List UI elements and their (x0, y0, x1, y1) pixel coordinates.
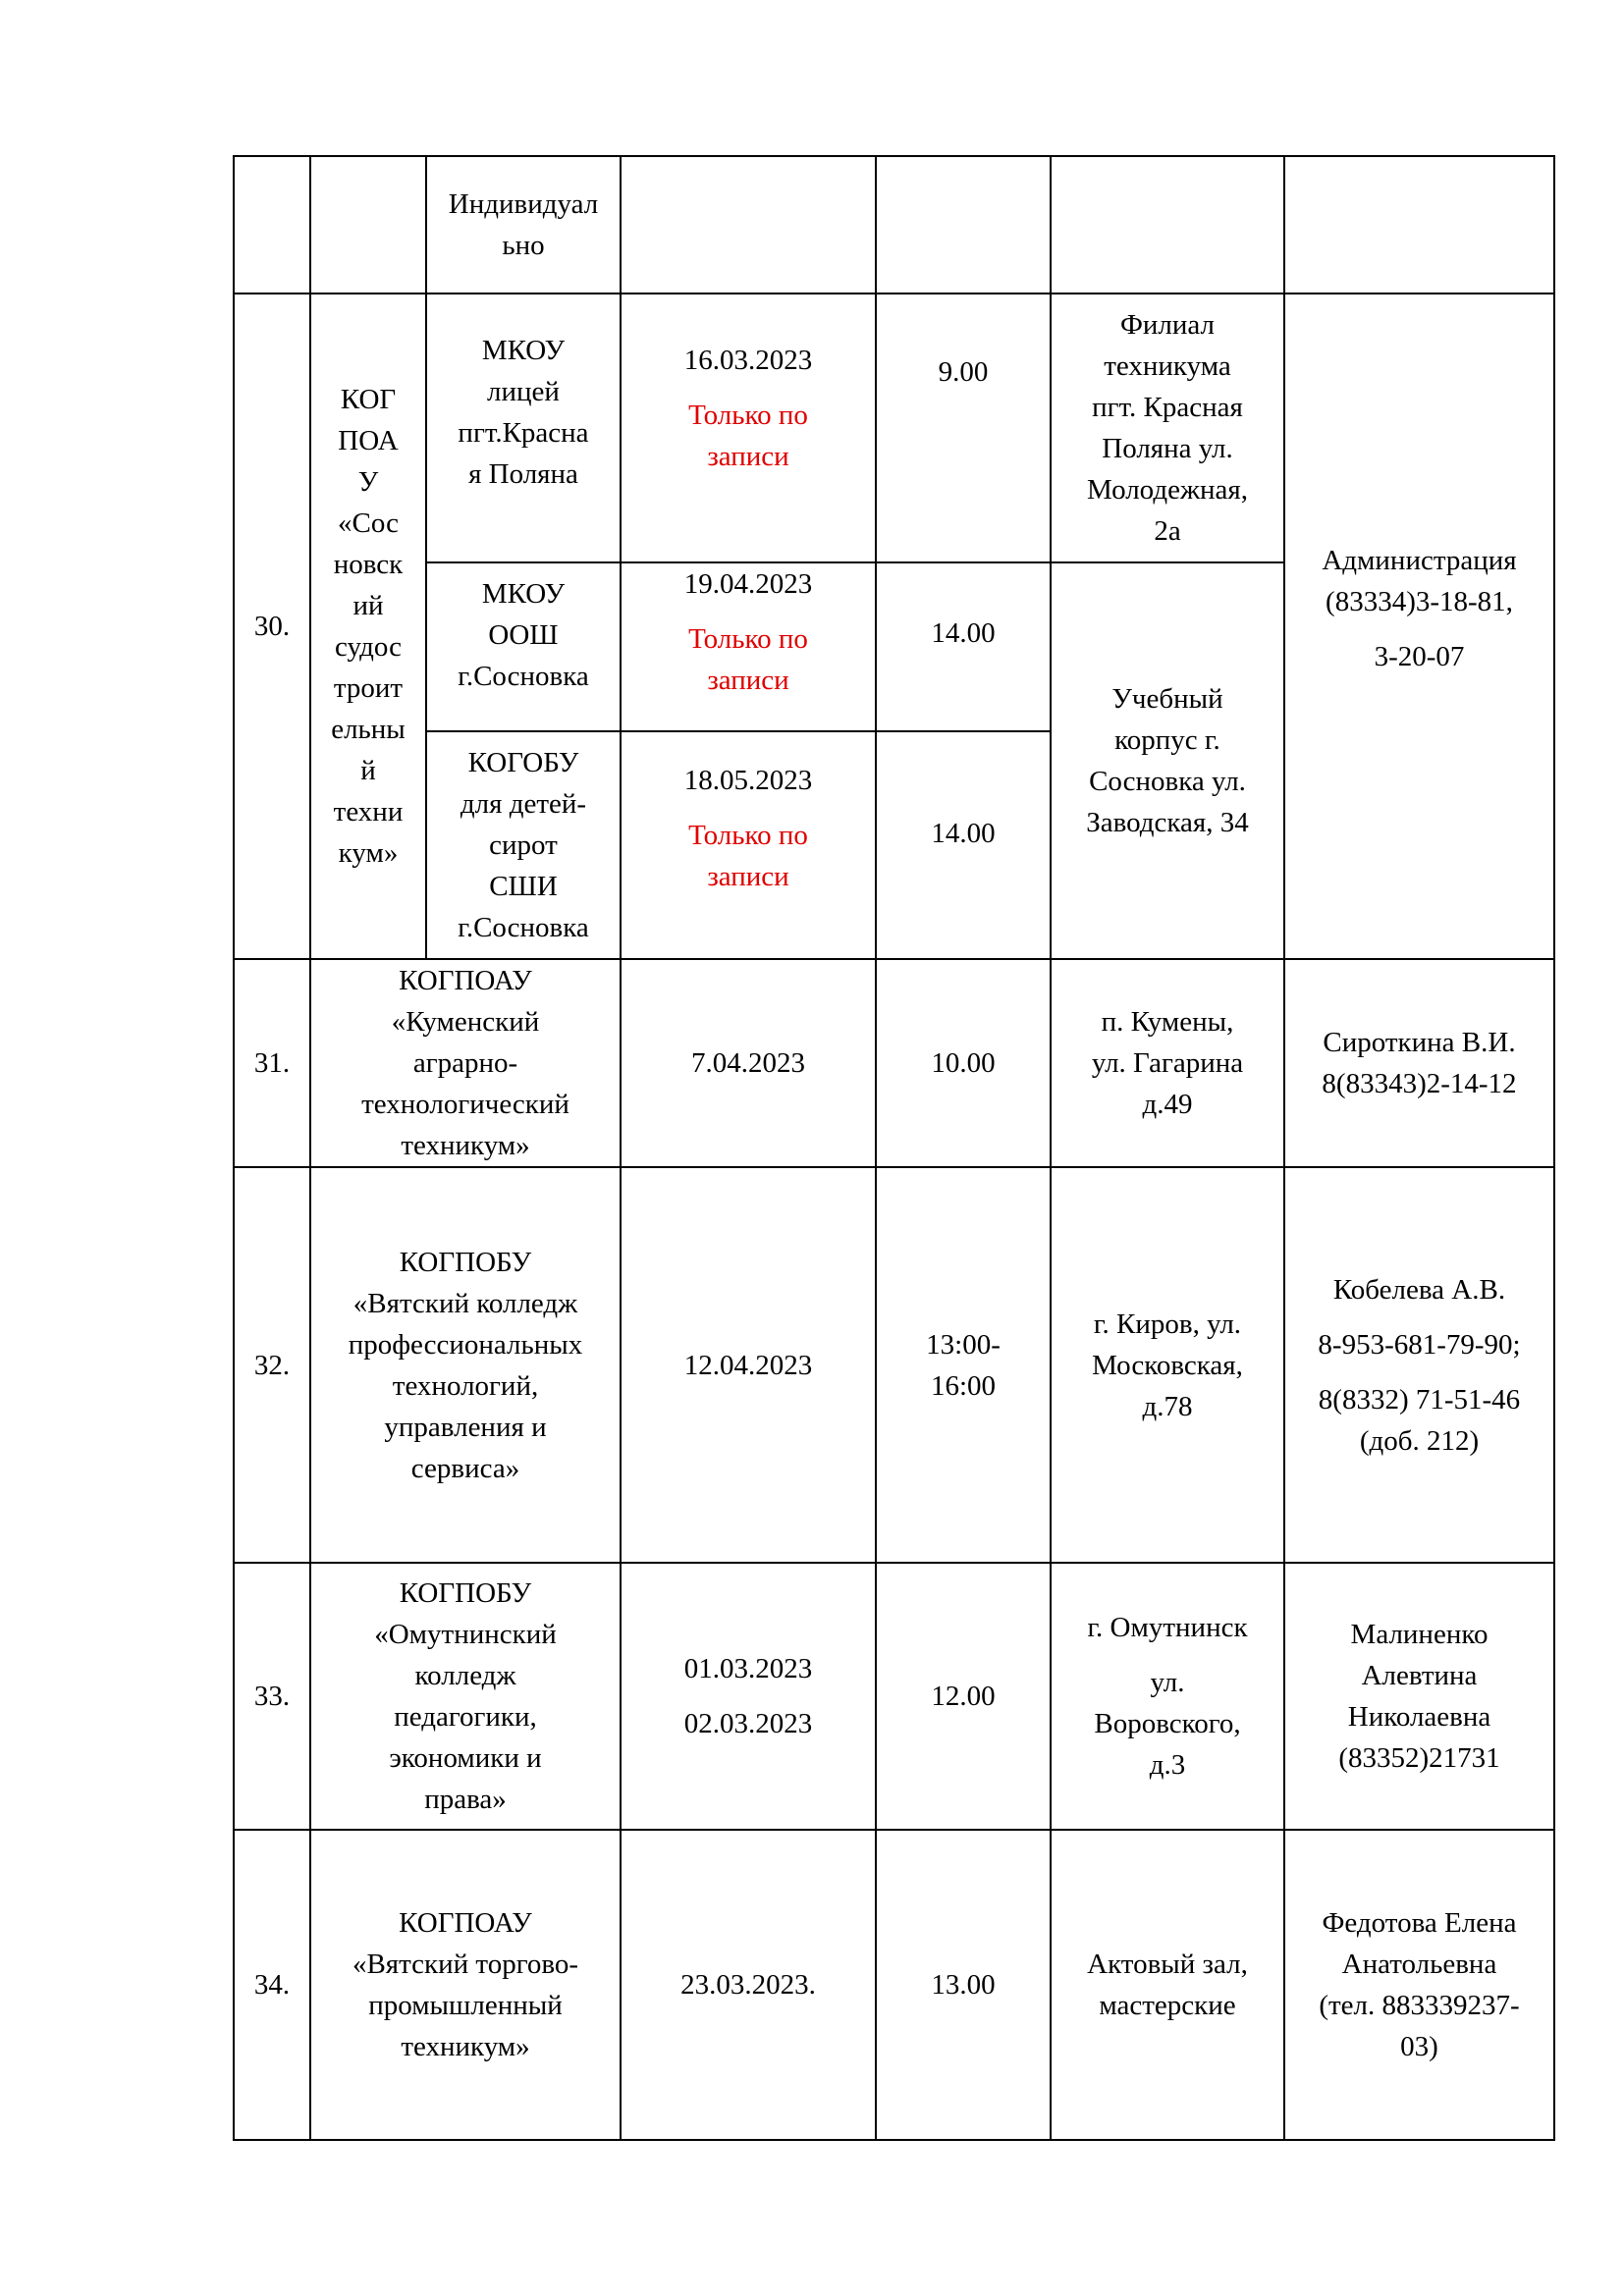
date-cell: 12.04.2023 (621, 1167, 876, 1563)
row-number: 34. (234, 1830, 310, 2140)
org-name: КОГПОБУ «Омутнинский колледж педагогики, экономики и права» (310, 1563, 621, 1830)
table-row (234, 1563, 1554, 1830)
time-cell (876, 156, 1051, 294)
org-name: КОГПОАУ «Куменский аграрно- технологический техникум» (310, 959, 621, 1167)
place-cell: г. Омутнинск ул. Воровского, д.3 (1051, 1563, 1284, 1830)
school-name: МКОУ ООШ г.Сосновка (426, 562, 621, 731)
place-cell: г. Киров, ул. Московская, д.78 (1051, 1167, 1284, 1563)
note-by-appointment: Только по (688, 820, 808, 851)
row-number: 32. (234, 1167, 310, 1563)
contact-cell: Федотова Елена Анатольевна (тел. 883339237- 03) (1284, 1830, 1554, 2140)
date-cell: 01.03.2023 02.03.2023 (621, 1563, 876, 1830)
date-cell (621, 156, 876, 294)
contact-cell (1284, 156, 1554, 294)
date-cell: 19.04.2023 Только по записи (621, 562, 876, 731)
time-cell: 9.00 (876, 294, 1051, 562)
num-cell (234, 156, 310, 294)
time-cell: 12.00 (876, 1563, 1051, 1830)
contact-cell: Сироткина В.И. 8(83343)2-14-12 (1284, 959, 1554, 1167)
table-row (234, 959, 1554, 1167)
date-cell: 16.03.2023 Только по записи (621, 294, 876, 562)
place-cell (1051, 156, 1284, 294)
schedule-table (233, 155, 1555, 2141)
time-cell: 14.00 (876, 731, 1051, 959)
contact-cell: Малиненко Алевтина Николаевна (83352)21731 (1284, 1563, 1554, 1830)
org-name: КОГПОБУ «Вятский колледж профессиональных технологий, управления и сервиса» (310, 1167, 621, 1563)
place-cell: Актовый зал, мастерские (1051, 1830, 1284, 2140)
note-by-appointment: Только по (688, 400, 808, 431)
place-cell: Филиал техникума пгт. Красная Поляна ул. Молодежная, 2а (1051, 294, 1284, 562)
table-row (234, 294, 1554, 562)
time-cell: 13.00 (876, 1830, 1051, 2140)
place-cell: Учебный корпус г. Сосновка ул. Заводская, 34 (1051, 562, 1284, 959)
row-number: 30. (234, 294, 310, 959)
row-number: 31. (234, 959, 310, 1167)
place-cell: п. Кумены, ул. Гагарина д.49 (1051, 959, 1284, 1167)
org-cell (310, 156, 426, 294)
org-name: КОГПОАУ «Вятский торгово- промышленный техникум» (310, 1830, 621, 2140)
note-by-appointment: Только по (688, 623, 808, 655)
contact-cell: Администрация (83334)3-18-81, 3-20-07 (1284, 294, 1554, 959)
table-row (234, 1167, 1554, 1563)
school-name: КОГОБУ для детей- сирот СШИ г.Сосновка (426, 731, 621, 959)
row-number: 33. (234, 1563, 310, 1830)
org-name: КОГ ПОА У «Сос новск ий судос троит ельны й техни кум» (310, 294, 426, 959)
table-row (234, 156, 1554, 294)
contact-cell: Кобелева А.В. 8-953-681-79-90; 8(8332) 71-51-46 (доб. 212) (1284, 1167, 1554, 1563)
date-cell: 7.04.2023 (621, 959, 876, 1167)
date-cell: 18.05.2023 Только по записи (621, 731, 876, 959)
time-cell: 10.00 (876, 959, 1051, 1167)
date-cell: 23.03.2023. (621, 1830, 876, 2140)
school-cell: Индивидуал ьно (426, 156, 621, 294)
school-name: МКОУ лицей пгт.Красна я Поляна (426, 294, 621, 562)
table-row (234, 1830, 1554, 2140)
time-cell: 13:00- 16:00 (876, 1167, 1051, 1563)
time-cell: 14.00 (876, 562, 1051, 731)
